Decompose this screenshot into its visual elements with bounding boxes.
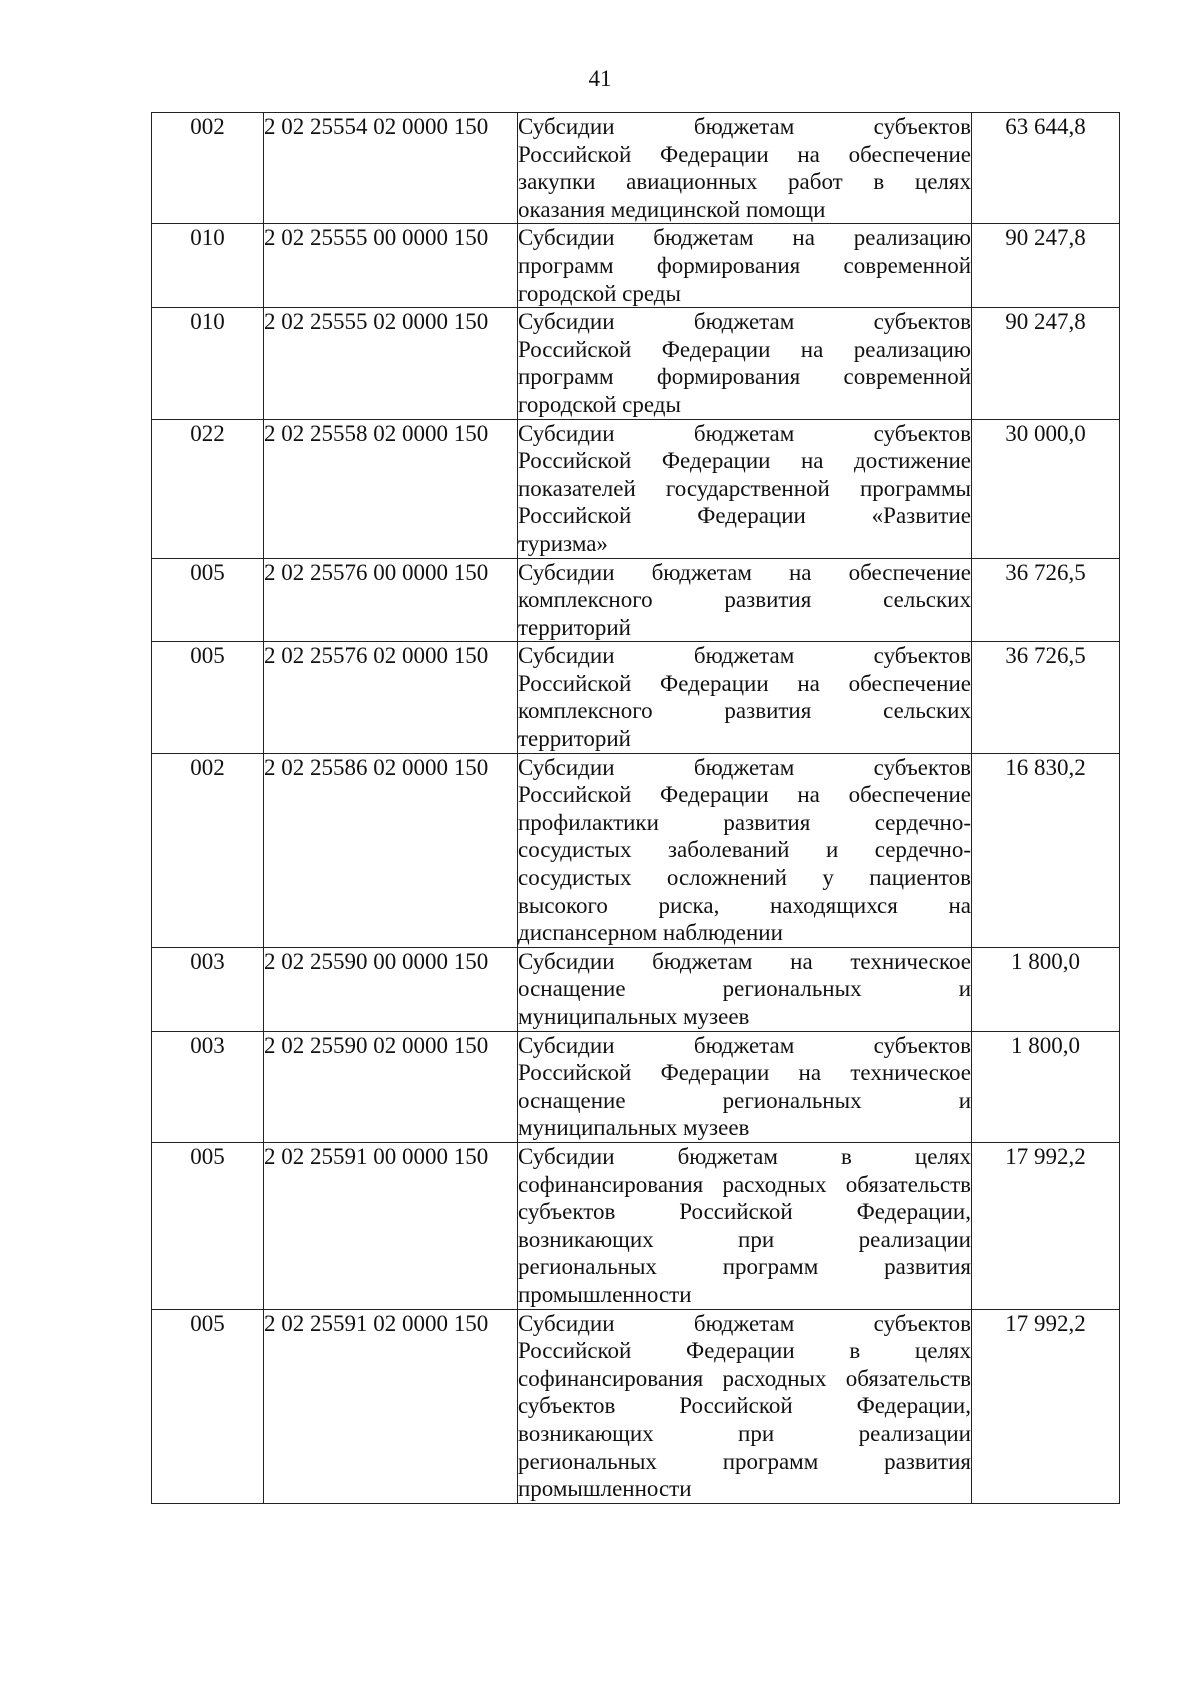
description-line: софинансирования расходных обязательств bbox=[518, 1171, 971, 1197]
description-line: оснащение региональных и bbox=[518, 976, 971, 1002]
amount-value: 16 830,2 bbox=[972, 753, 1120, 947]
description-line: диспансерном наблюдении bbox=[518, 920, 783, 946]
description-line: Субсидии бюджетам на обеспечение bbox=[518, 559, 971, 585]
revenue-description bbox=[518, 113, 972, 224]
description-line: возникающих при реализации bbox=[518, 1420, 971, 1446]
budget-classification-code: 2 02 25558 02 0000 150 bbox=[264, 419, 518, 558]
description-line: оказания медицинской помощи bbox=[518, 196, 826, 222]
description-line: закупки авиационных работ в целях bbox=[518, 169, 971, 195]
description-line: Субсидии бюджетам субъектов bbox=[518, 1032, 971, 1058]
revenue-description bbox=[518, 1031, 972, 1142]
description-line: программ формирования современной bbox=[518, 252, 971, 278]
budget-classification-code: 2 02 25555 02 0000 150 bbox=[264, 308, 518, 419]
description-line: сосудистых осложнений у пациентов bbox=[518, 865, 971, 891]
description-line: Субсидии бюджетам в целях bbox=[518, 1143, 971, 1169]
table-row bbox=[152, 1142, 1120, 1309]
description-line: Российской Федерации на обеспечение bbox=[518, 670, 971, 696]
administrator-code: 002 bbox=[152, 753, 264, 947]
description-line: региональных программ развития bbox=[518, 1254, 971, 1280]
description-line: Субсидии бюджетам на реализацию bbox=[518, 225, 971, 251]
description-line: городской среды bbox=[518, 280, 681, 306]
description-line: Субсидии бюджетам на техническое bbox=[518, 948, 971, 974]
amount-value: 17 992,2 bbox=[972, 1142, 1120, 1309]
amount-value: 90 247,8 bbox=[972, 224, 1120, 308]
revenue-description bbox=[518, 947, 972, 1031]
revenue-description bbox=[518, 558, 972, 642]
amount-value: 1 800,0 bbox=[972, 947, 1120, 1031]
table-row bbox=[152, 308, 1120, 419]
description-line: возникающих при реализации bbox=[518, 1226, 971, 1252]
table-row bbox=[152, 1031, 1120, 1142]
description-line: субъектов Российской Федерации, bbox=[518, 1199, 971, 1225]
table-row bbox=[152, 113, 1120, 224]
table-row bbox=[152, 642, 1120, 753]
description-line: высокого риска, находящихся на bbox=[518, 892, 971, 918]
description-line: комплексного развития сельских bbox=[518, 698, 971, 724]
revenue-description bbox=[518, 642, 972, 753]
amount-value: 36 726,5 bbox=[972, 558, 1120, 642]
amount-value: 90 247,8 bbox=[972, 308, 1120, 419]
administrator-code: 005 bbox=[152, 558, 264, 642]
budget-classification-code: 2 02 25586 02 0000 150 bbox=[264, 753, 518, 947]
administrator-code: 003 bbox=[152, 947, 264, 1031]
revenue-description bbox=[518, 308, 972, 419]
description-line: территорий bbox=[518, 614, 631, 640]
administrator-code: 003 bbox=[152, 1031, 264, 1142]
description-line: комплексного развития сельских bbox=[518, 587, 971, 613]
budget-classification-code: 2 02 25555 00 0000 150 bbox=[264, 224, 518, 308]
budget-classification-code: 2 02 25576 02 0000 150 bbox=[264, 642, 518, 753]
amount-value: 30 000,0 bbox=[972, 419, 1120, 558]
table-row bbox=[152, 753, 1120, 947]
description-line: промышленности bbox=[518, 1476, 692, 1502]
revenue-description bbox=[518, 1142, 972, 1309]
description-line: Российской Федерации на реализацию bbox=[518, 336, 971, 362]
description-line: городской среды bbox=[518, 391, 681, 417]
description-line: профилактики развития сердечно- bbox=[518, 809, 971, 835]
administrator-code: 010 bbox=[152, 224, 264, 308]
amount-value: 36 726,5 bbox=[972, 642, 1120, 753]
administrator-code: 002 bbox=[152, 113, 264, 224]
description-line: Российской Федерации на достижение bbox=[518, 448, 971, 474]
amount-value: 17 992,2 bbox=[972, 1309, 1120, 1503]
budget-classification-code: 2 02 25590 00 0000 150 bbox=[264, 947, 518, 1031]
revenue-description bbox=[518, 1309, 972, 1503]
description-line: оснащение региональных и bbox=[518, 1087, 971, 1113]
budget-classification-code: 2 02 25591 02 0000 150 bbox=[264, 1309, 518, 1503]
table-body bbox=[152, 113, 1120, 1504]
administrator-code: 022 bbox=[152, 419, 264, 558]
table-row bbox=[152, 558, 1120, 642]
budget-classification-code: 2 02 25591 00 0000 150 bbox=[264, 1142, 518, 1309]
administrator-code: 005 bbox=[152, 1309, 264, 1503]
administrator-code: 005 bbox=[152, 642, 264, 753]
description-line: Российской Федерации «Развитие bbox=[518, 503, 971, 529]
description-line: Российской Федерации на обеспечение bbox=[518, 782, 971, 808]
description-line: программ формирования современной bbox=[518, 364, 971, 390]
description-line: муниципальных музеев bbox=[518, 1115, 750, 1141]
description-line: Субсидии бюджетам субъектов bbox=[518, 643, 971, 669]
revenue-description bbox=[518, 419, 972, 558]
administrator-code: 005 bbox=[152, 1142, 264, 1309]
description-line: показателей государственной программы bbox=[518, 475, 971, 501]
revenue-description bbox=[518, 753, 972, 947]
description-line: территорий bbox=[518, 726, 631, 752]
description-line: туризма» bbox=[518, 530, 608, 556]
description-line: Российской Федерации на обеспечение bbox=[518, 141, 971, 167]
amount-value: 63 644,8 bbox=[972, 113, 1120, 224]
page-number: 41 bbox=[588, 66, 612, 91]
revenue-description bbox=[518, 224, 972, 308]
budget-classification-code: 2 02 25554 02 0000 150 bbox=[264, 113, 518, 224]
description-line: сосудистых заболеваний и сердечно- bbox=[518, 837, 971, 863]
budget-classification-code: 2 02 25590 02 0000 150 bbox=[264, 1031, 518, 1142]
description-line: промышленности bbox=[518, 1281, 692, 1307]
description-line: субъектов Российской Федерации, bbox=[518, 1393, 971, 1419]
table-row bbox=[152, 1309, 1120, 1503]
description-line: региональных программ развития bbox=[518, 1448, 971, 1474]
table-row bbox=[152, 947, 1120, 1031]
administrator-code: 010 bbox=[152, 308, 264, 419]
description-line: Субсидии бюджетам субъектов bbox=[518, 309, 971, 335]
description-line: Субсидии бюджетам субъектов bbox=[518, 420, 971, 446]
description-line: Российской Федерации в целях bbox=[518, 1338, 971, 1364]
amount-value: 1 800,0 bbox=[972, 1031, 1120, 1142]
budget-revenue-table bbox=[151, 112, 1120, 1504]
description-line: муниципальных музеев bbox=[518, 1004, 750, 1029]
table-row bbox=[152, 419, 1120, 558]
budget-classification-code: 2 02 25576 00 0000 150 bbox=[264, 558, 518, 642]
description-line: Субсидии бюджетам субъектов bbox=[518, 114, 971, 139]
description-line: софинансирования расходных обязательств bbox=[518, 1365, 971, 1391]
description-line: Российской Федерации на техническое bbox=[518, 1060, 971, 1086]
description-line: Субсидии бюджетам субъектов bbox=[518, 1310, 971, 1336]
table-row bbox=[152, 224, 1120, 308]
description-line: Субсидии бюджетам субъектов bbox=[518, 754, 971, 780]
